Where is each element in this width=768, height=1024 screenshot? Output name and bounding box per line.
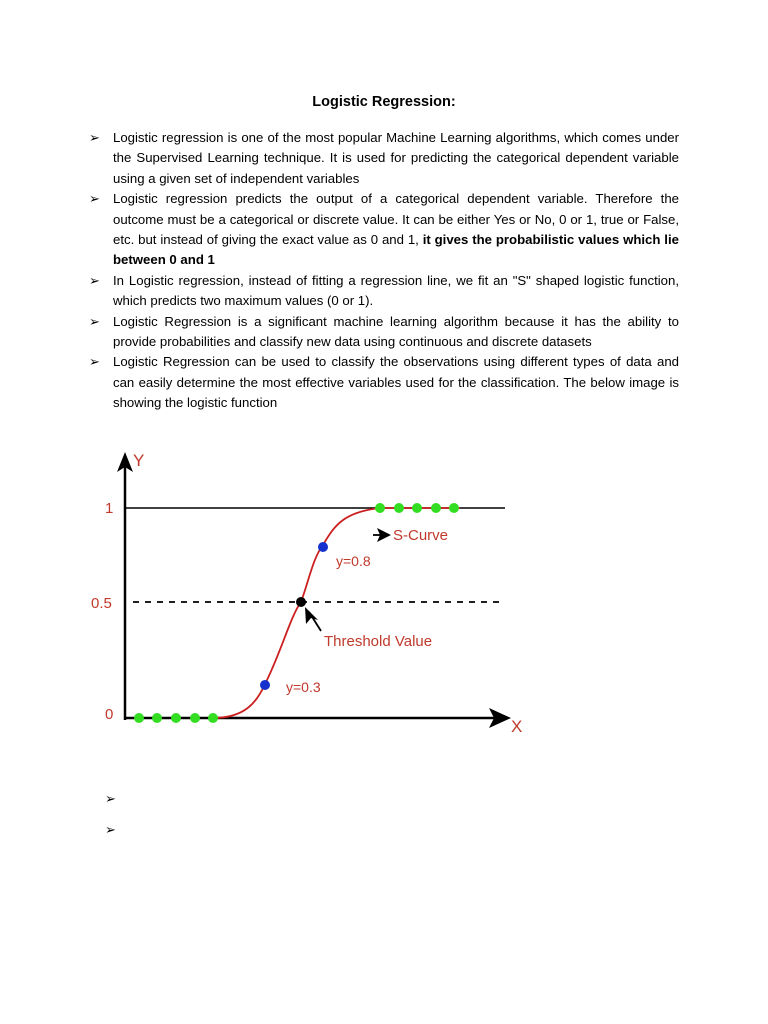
bullet-arrow-icon: ➢ (89, 272, 100, 288)
threshold-pointer-arrow-icon (305, 607, 318, 624)
high-data-point (449, 503, 459, 513)
point-y-0-8 (318, 542, 328, 552)
label-y-0-8: y=0.8 (336, 553, 371, 569)
y-tick-1: 1 (105, 500, 114, 517)
y-axis-label: Y (133, 451, 145, 470)
bullet-item (89, 271, 679, 312)
bullet-text: Logistic regression predicts the output of a categorical dependent variable. Therefore the outcome must be a categorical or discrete value. It can be either Yes or No, 0 or 1, true or False, etc. but instead of giving the exact value as 0 and 1, (113, 191, 679, 248)
threshold-point (296, 597, 306, 607)
high-data-point (394, 503, 404, 513)
bullet-text: In Logistic regression, instead of fitting a regression line, we fit an "S" shaped logistic function, which predicts two maximum values (0 or 1). (113, 272, 679, 309)
logistic-function-figure (91, 440, 535, 760)
y-tick-0: 0 (105, 706, 114, 723)
label-y-0-3: y=0.3 (286, 679, 321, 695)
low-data-point (171, 713, 181, 723)
bullet-text: Logistic Regression is a significant machine learning algorithm because it has the ability to provide probabilities and classify new data using continuous and discrete datasets (113, 313, 679, 350)
point-y-0-3 (260, 680, 270, 690)
bullet-item (89, 128, 679, 189)
empty-bullet-arrow-icon: ➢ (105, 791, 116, 806)
bullet-list (89, 128, 679, 414)
bullet-item (89, 189, 679, 271)
s-curve-label: S-Curve (393, 527, 449, 544)
low-data-point (190, 713, 200, 723)
bullet-bold-text: it gives the probabilistic values which lie between 0 and 1 (113, 232, 679, 268)
bullet-arrow-icon: ➢ (89, 354, 100, 370)
low-data-point (134, 713, 144, 723)
high-data-point (431, 503, 441, 513)
high-data-point (412, 503, 422, 513)
bullet-item (89, 352, 679, 413)
bullet-text: Logistic regression is one of the most popular Machine Learning algorithms, which comes under the Supervised Learning technique. It is used for predicting the categorical dependent variable using a given set of independent variables (113, 130, 679, 186)
bullet-text: Logistic Regression can be used to classify the observations using different types of data and can easily determine the most effective variables used for the classification. The below image is showing the logistic function (113, 354, 679, 411)
threshold-label: Threshold Value (324, 633, 433, 650)
x-axis-label: X (511, 717, 523, 736)
bullet-arrow-icon: ➢ (89, 191, 100, 207)
bullet-arrow-icon: ➢ (89, 130, 100, 145)
bullet-item (89, 312, 679, 353)
low-data-point (152, 713, 162, 723)
y-tick-0-5: 0.5 (91, 595, 112, 612)
document-title: Logistic Regression: (312, 94, 456, 110)
high-data-point (375, 503, 385, 513)
empty-bullet-arrow-icon: ➢ (105, 822, 116, 837)
bullet-arrow-icon: ➢ (89, 313, 100, 329)
low-data-point (208, 713, 218, 723)
